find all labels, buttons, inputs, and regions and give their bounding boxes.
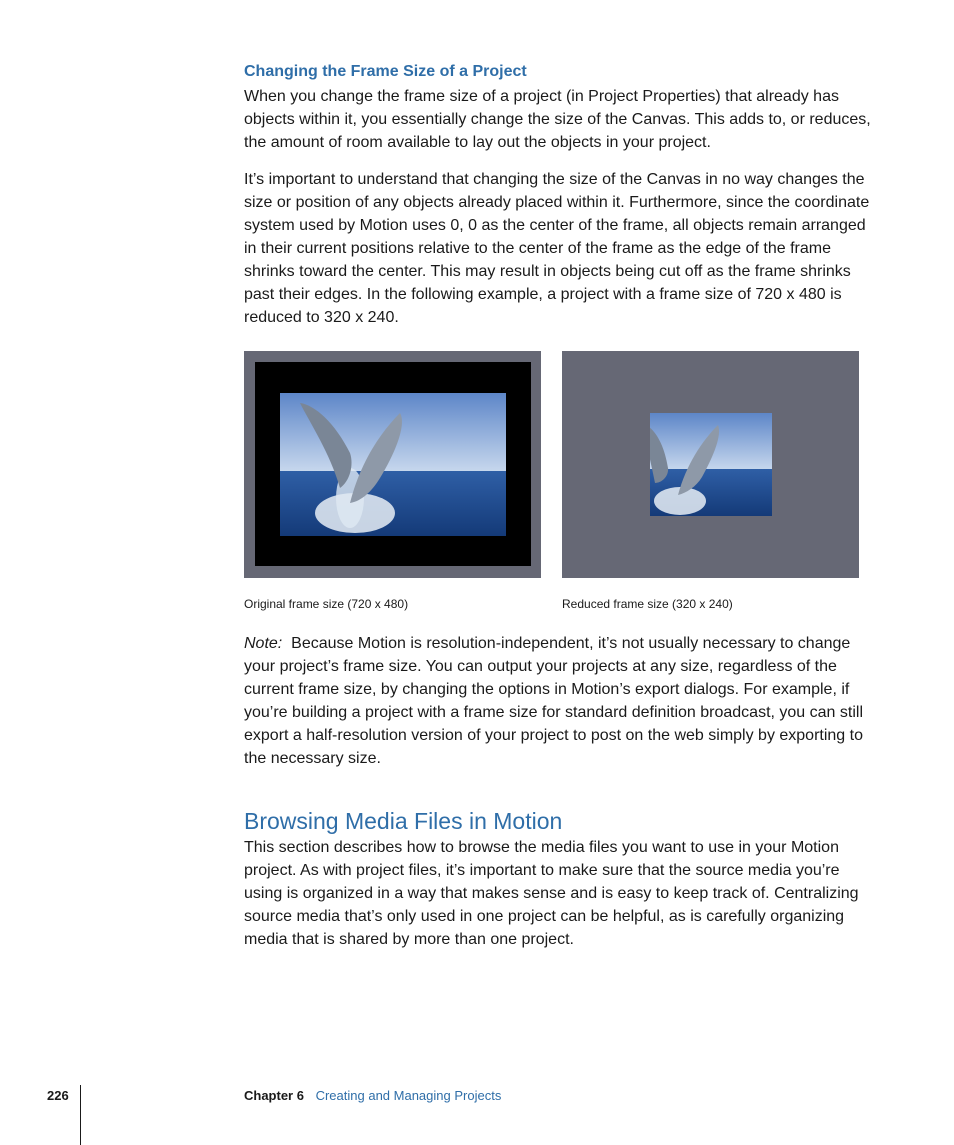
body-paragraph: When you change the frame size of a project (in Project Properties) that already has objects within it, you essentially change the size of the Canvas. This adds to, or reduces, the amount of room available to lay out the objects in your project.: [244, 88, 871, 151]
dolphin-photo: [650, 413, 772, 516]
subsection-title: Changing the Frame Size of a Project: [244, 63, 527, 80]
section-heading: Browsing Media Files in Motion: [244, 808, 563, 834]
body-paragraph: It’s important to understand that changing the size of the Canvas in no way changes the size or position of any objects already placed within it. Furthermore, since the coordinate system used by Motion uses 0, 0 as the center of the frame, all objects remain arranged in their current positions relative to the center of the frame as the edge of the frame shrinks toward the center. This may result in objects being cut off as the frame shrinks past their edges. In the following example, a project with a frame size of 720 x 480 is reduced to 320 x 240.: [244, 171, 870, 326]
chapter-label: Chapter 6: [244, 1088, 304, 1103]
body-paragraph: This section describes how to browse the media files you want to use in your Motion project. As with project files, it’s important to make sure that the source media you’re using is organized in a way that makes sense and is easy to keep track of. Centralizing source media that’s only used in one project can be helpful, as is carefully organizing media that is shared by more than one project.: [244, 839, 859, 948]
figure-original-frame: [244, 351, 541, 578]
page-number: 226: [47, 1088, 69, 1103]
footer-divider: [80, 1085, 81, 1145]
figure-caption: Reduced frame size (320 x 240): [562, 597, 733, 611]
running-footer: [244, 1088, 501, 1103]
note-paragraph: [244, 632, 880, 770]
figure-caption: Original frame size (720 x 480): [244, 597, 409, 611]
figure-reduced-frame: [562, 351, 859, 578]
dolphin-photo: [280, 393, 506, 536]
chapter-title-link[interactable]: Creating and Managing Projects: [315, 1088, 502, 1103]
note-text: Because Motion is resolution-independent, it’s not usually necessary to change your project’s frame size. You can output your projects at any size, regardless of the current frame size, by changing the options in Motion’s export dialogs. For example, if you’re building a project with a frame size for standard definition broadcast, you can still export a half-resolution version of your project to post on the web simply by exporting to the necessary size.: [244, 635, 863, 767]
note-label: Note:: [244, 635, 283, 652]
